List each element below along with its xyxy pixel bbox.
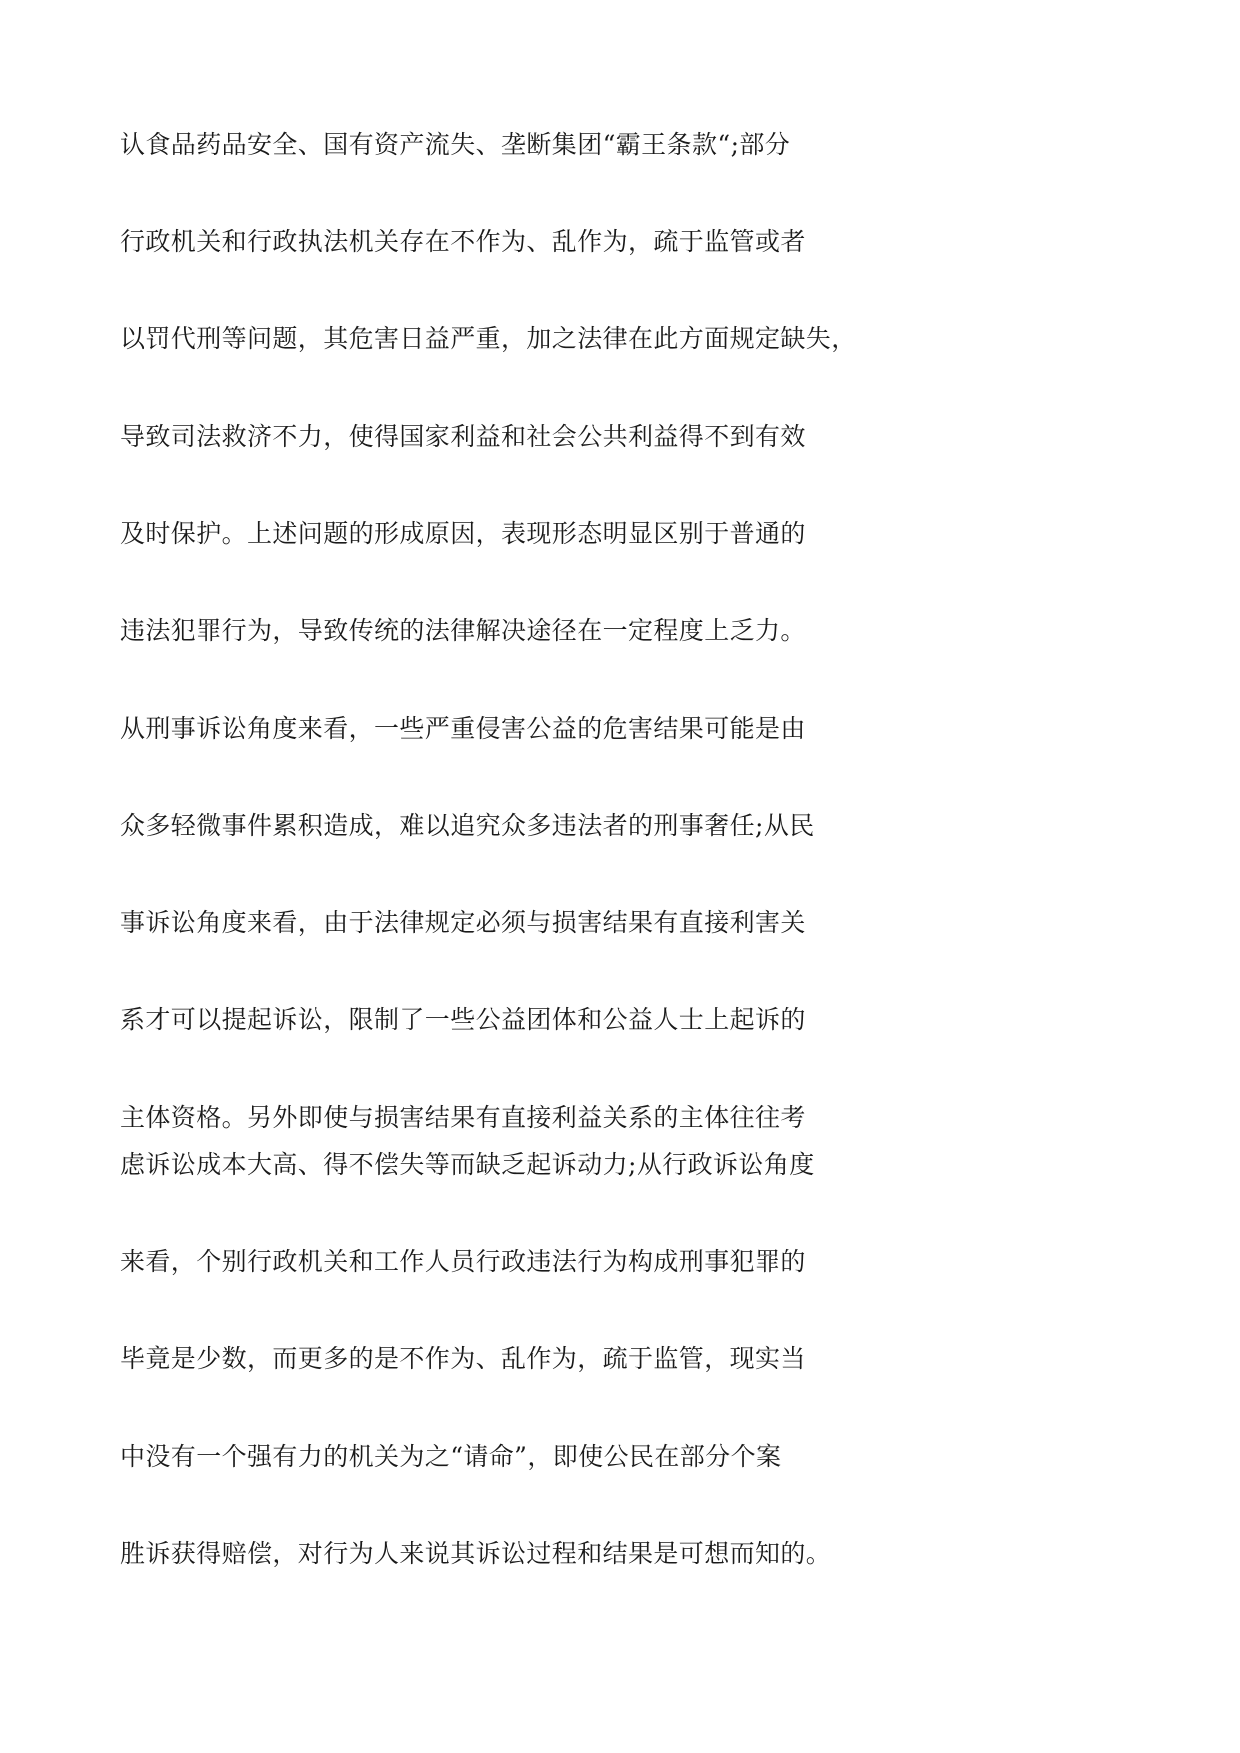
text-line-3: 以罚代刑等问题，其危害日益严重，加之法律在此方面规定缺失， bbox=[120, 324, 857, 353]
text-line-10: 系才可以提起诉讼，限制了一些公益团体和公益人士上起诉的 bbox=[120, 1005, 806, 1034]
text-line-11: 主体资格。另外即使与损害结果有直接利益关系的主体往往考 bbox=[120, 1103, 806, 1132]
text-line-4: 导致司法救济不力，使得国家利益和社会公共利益得不到有效 bbox=[120, 422, 806, 451]
text-line-7: 从刑事诉讼角度来看，一些严重侵害公益的危害结果可能是由 bbox=[120, 714, 806, 743]
text-line-15: 中没有一个强有力的机关为之“请命”，即使公民在部分个案 bbox=[120, 1442, 782, 1471]
text-line-9: 事诉讼角度来看，由于法律规定必须与损害结果有直接利害关 bbox=[120, 908, 806, 937]
text-line-12: 虑诉讼成本大高、得不偿失等而缺乏起诉动力;从行政诉讼角度 bbox=[120, 1150, 815, 1179]
text-line-6: 违法犯罪行为，导致传统的法律解决途径在一定程度上乏力。 bbox=[120, 616, 806, 645]
text-line-14: 毕竟是少数，而更多的是不作为、乱作为，疏于监管，现实当 bbox=[120, 1344, 806, 1373]
text-line-2: 行政机关和行政执法机关存在不作为、乱作为，疏于监管或者 bbox=[120, 227, 806, 256]
text-line-1: 认食品药品安全、国有资产流失、垄断集团“霸王条款“;部分 bbox=[120, 130, 791, 159]
text-line-13: 来看，个别行政机关和工作人员行政违法行为构成刑事犯罪的 bbox=[120, 1247, 806, 1276]
text-line-8: 众多轻微事件累积造成，难以追究众多违法者的刑事奢任;从民 bbox=[120, 811, 815, 840]
text-line-16: 胜诉获得赔偿，对行为人来说其诉讼过程和结果是可想而知的。 bbox=[120, 1539, 832, 1568]
text-line-5: 及时保护。上述问题的形成原因，表现形态明显区别于普通的 bbox=[120, 519, 806, 548]
